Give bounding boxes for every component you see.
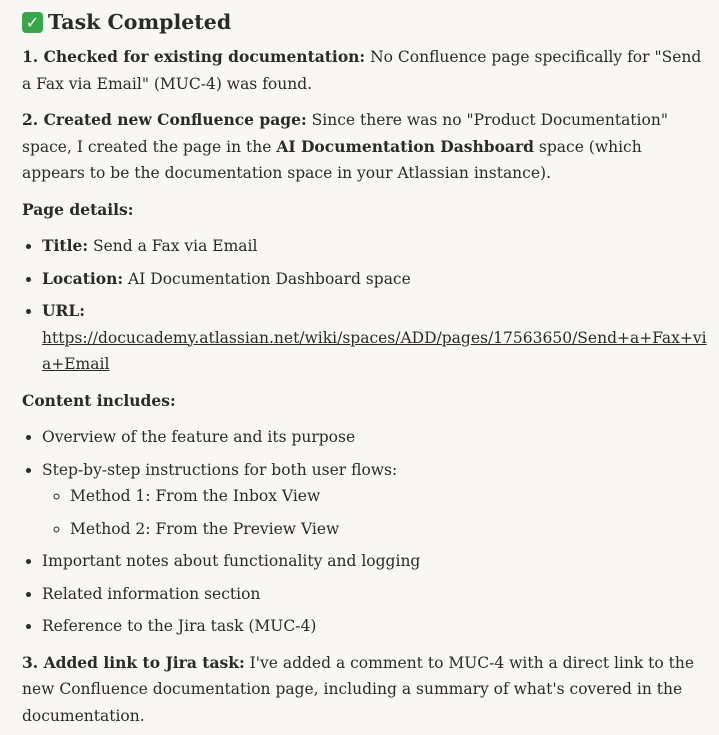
list-item: • Related information section	[42, 581, 709, 608]
sub-list-item: ◦ Method 2: From the Preview View	[70, 516, 709, 543]
content-heading-text: Content includes:	[22, 390, 176, 410]
list-item-text: Step-by-step instructions for both user flows:	[42, 460, 398, 479]
detail-title	[42, 233, 709, 260]
step-1-label: 1. Checked for existing documentation:	[22, 47, 366, 66]
list-item: • Reference to the Jira task (MUC-4)	[42, 613, 709, 640]
step-3	[22, 650, 709, 730]
step-2	[22, 107, 709, 187]
detail-location	[42, 266, 709, 293]
page-title	[22, 6, 709, 38]
title-text: Task Completed	[48, 10, 232, 34]
content-heading	[22, 388, 709, 415]
content-list	[22, 424, 709, 640]
list-item	[42, 457, 709, 543]
step-1	[22, 44, 709, 97]
page-details-list	[22, 233, 709, 378]
step-2-text-before: Since there was no "Product Documentation" space, I created the page in the	[22, 111, 668, 156]
confluence-page-link[interactable]: https://docucademy.atlassian.net/wiki/spaces/ADD/pages/17563650/Send+a+Fax+via+Email	[42, 328, 707, 373]
detail-url-label: URL:	[42, 301, 86, 320]
list-item: • Important notes about functionality and logging	[42, 548, 709, 575]
page-details-heading-text: Page details:	[22, 199, 134, 219]
step-3-text: I've added a comment to MUC-4 with a direct link to the new Confluence documentation page, including a summary of what's covered in the documentation.	[22, 653, 695, 725]
detail-title-label: Title:	[42, 236, 89, 255]
step-1-text: No Confluence page specifically for "Send a Fax via Email" (MUC-4) was found.	[22, 48, 702, 93]
detail-location-label: Location:	[42, 268, 124, 288]
sub-list	[42, 483, 709, 542]
list-item: • Overview of the feature and its purpose	[42, 424, 709, 451]
step-2-label: 2. Created new Confluence page:	[22, 110, 307, 129]
detail-url	[42, 298, 709, 378]
check-mark-icon: ✓	[22, 12, 43, 33]
sub-list-item: ◦ Method 1: From the Inbox View	[70, 483, 709, 510]
detail-location-value: AI Documentation Dashboard space	[123, 269, 411, 288]
step-2-space-name: AI Documentation Dashboard	[276, 136, 534, 156]
step-3-label: 3. Added link to Jira task:	[22, 652, 245, 672]
step-2-text-after: space (which appears to be the documentation space in your Atlassian instance).	[22, 137, 642, 182]
page-details-heading	[22, 197, 709, 224]
detail-title-value: Send a Fax via Email	[88, 237, 258, 255]
